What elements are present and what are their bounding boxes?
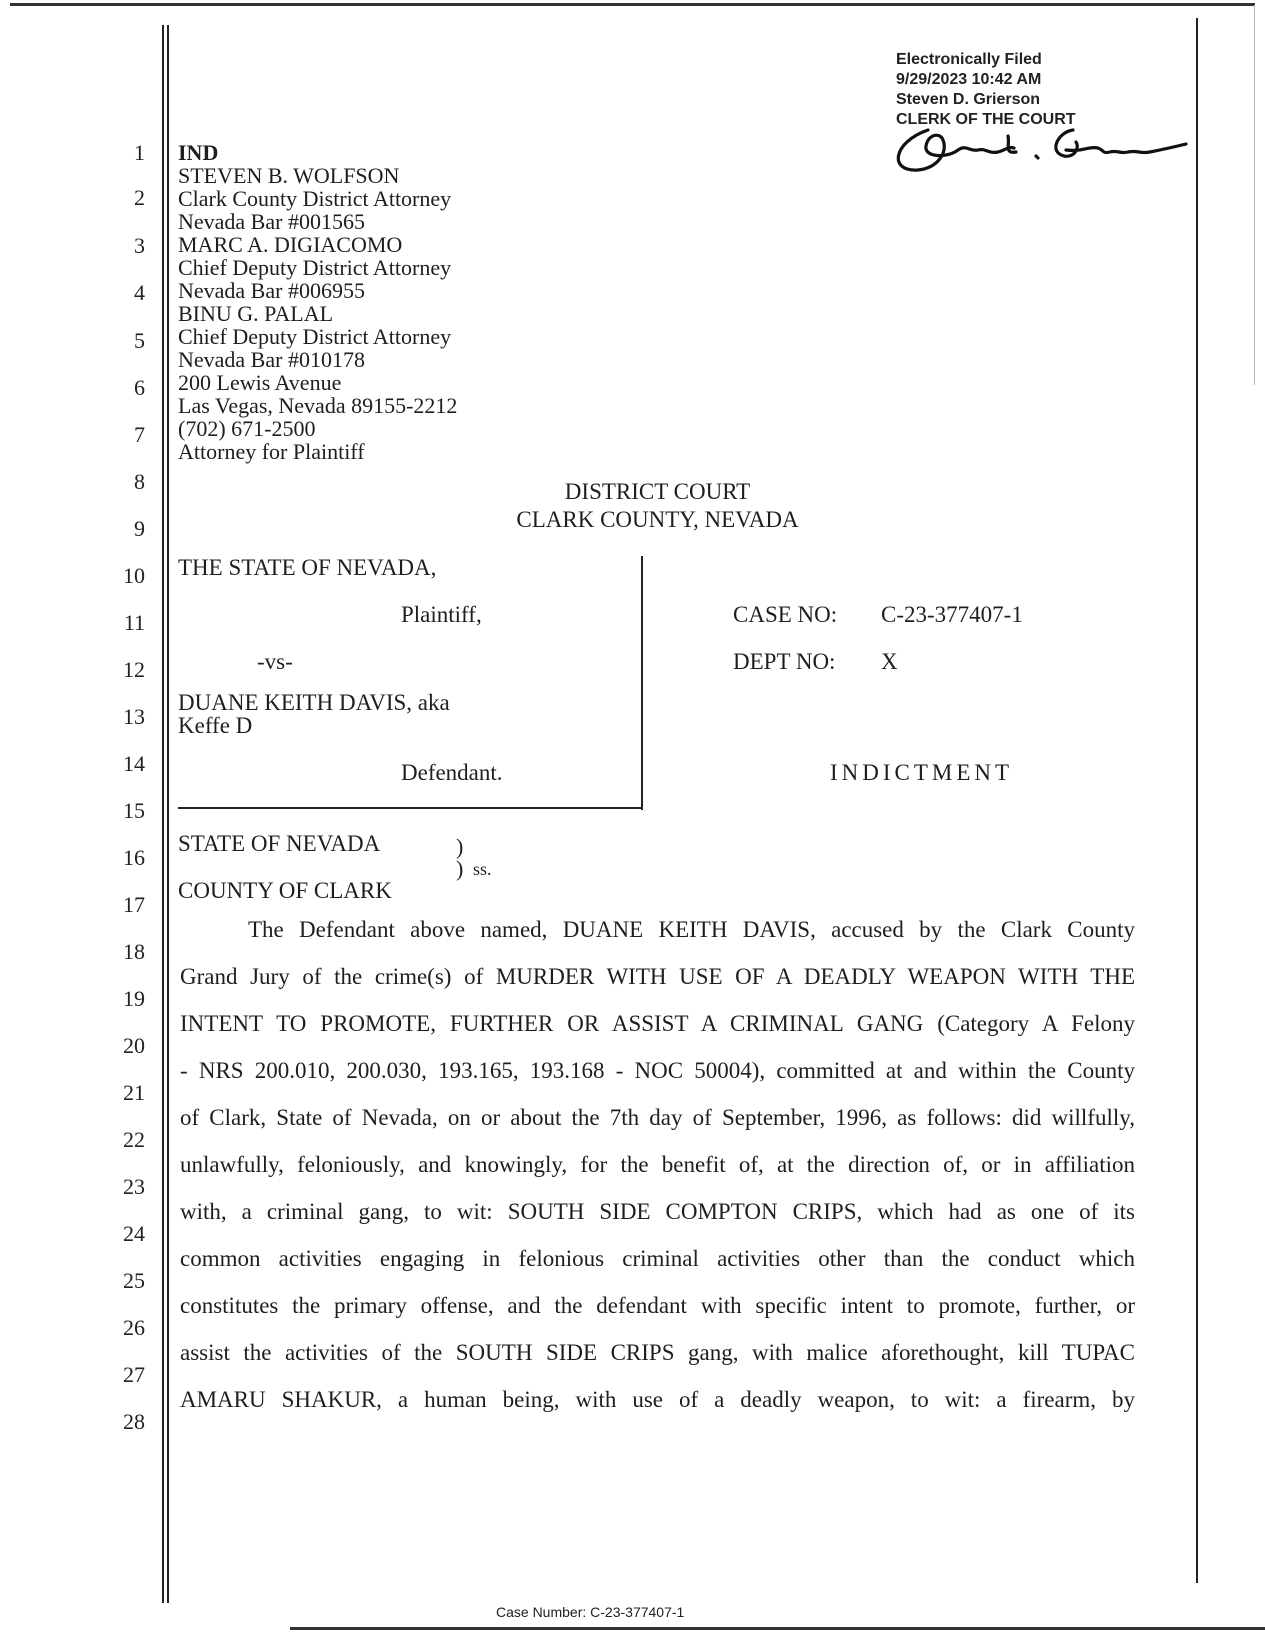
stamp-filed-label: Electronically Filed — [896, 51, 1042, 68]
attorney-line: Nevada Bar #001565 — [178, 209, 365, 234]
body-line: unlawfully, feloniously, and knowingly, for the benefit of, at the direction of, or in affiliation — [180, 1152, 1135, 1177]
defendant-alias: Keffe D — [178, 713, 253, 738]
attorney-line: Nevada Bar #006955 — [178, 278, 365, 303]
body-line: with, a criminal gang, to wit: SOUTH SIDE COMPTON CRIPS, which had as one of its — [180, 1199, 1135, 1224]
left-margin-rule — [162, 25, 164, 1603]
line-number: 18 — [123, 939, 145, 964]
dept-number-value: X — [881, 649, 898, 674]
line-number: 23 — [123, 1174, 145, 1199]
attorney-line: BINU G. PALAL — [178, 301, 334, 326]
body-line: AMARU SHAKUR, a human being, with use of a deadly weapon, to wit: a firearm, by — [180, 1387, 1135, 1412]
body-line: INTENT TO PROMOTE, FURTHER OR ASSIST A CRIMINAL GANG (Category A Felony — [180, 1011, 1135, 1036]
line-number: 11 — [123, 610, 145, 635]
line-number: 22 — [123, 1127, 145, 1152]
line-number: 9 — [134, 516, 145, 541]
line-number: 26 — [123, 1315, 145, 1340]
attorney-line: 200 Lewis Avenue — [178, 370, 342, 395]
defendant-label: Defendant. — [401, 760, 503, 785]
caption-divider-vertical — [641, 556, 643, 810]
venue-state: STATE OF NEVADA — [178, 831, 381, 856]
line-number: 7 — [134, 422, 145, 447]
caption-divider-horizontal — [178, 807, 643, 809]
line-number: 28 — [123, 1409, 145, 1434]
line-number: 20 — [123, 1033, 145, 1058]
defendant-name — [178, 691, 450, 737]
clerk-signature-icon — [888, 112, 1188, 182]
body-line: of Clark, State of Nevada, on or about the 7th day of September, 1996, as follows: did willfully, — [180, 1105, 1135, 1130]
body-line: assist the activities of the SOUTH SIDE CRIPS gang, with malice aforethought, kill TUPAC — [180, 1340, 1135, 1365]
plaintiff-name: THE STATE OF NEVADA, — [178, 555, 437, 580]
line-number: 4 — [134, 280, 145, 305]
body-line: constitutes the primary offense, and the defendant with specific intent to promote, further, or — [180, 1293, 1135, 1318]
line-number: 10 — [123, 563, 145, 588]
line-number: 27 — [123, 1362, 145, 1387]
stamp-clerk-name: Steven D. Grierson — [896, 91, 1041, 108]
attorney-line: Las Vegas, Nevada 89155-2212 — [178, 393, 458, 418]
line-number: 24 — [123, 1221, 145, 1246]
stamp-datetime: 9/29/2023 10:42 AM — [896, 71, 1042, 88]
stamp-clerk-title: CLERK OF THE COURT — [896, 111, 1076, 128]
court-name: DISTRICT COURT — [564, 479, 751, 504]
attorney-block — [178, 141, 457, 463]
line-number: 1 — [134, 140, 145, 165]
body-line: common activities engaging in felonious criminal activities other than the conduct which — [180, 1246, 1135, 1271]
page-top-border — [10, 3, 1255, 6]
body-line: - NRS 200.010, 200.030, 193.165, 193.168 - NOC 50004), committed at and within the County — [180, 1058, 1135, 1083]
line-number: 2 — [134, 185, 145, 210]
line-number: 14 — [123, 751, 145, 776]
plaintiff-label: Plaintiff, — [401, 602, 482, 627]
attorney-line: Nevada Bar #010178 — [178, 347, 365, 372]
line-number: 6 — [134, 375, 145, 400]
page-bottom-border — [290, 1627, 1265, 1630]
line-number: 21 — [123, 1080, 145, 1105]
page-edge — [1254, 5, 1255, 385]
attorney-line: Attorney for Plaintiff — [178, 439, 365, 464]
line-number: 15 — [123, 798, 145, 823]
line-number: 17 — [123, 892, 145, 917]
line-number: 19 — [123, 986, 145, 1011]
footer-case-number: Case Number: C-23-377407-1 — [496, 1604, 685, 1620]
attorney-line: Chief Deputy District Attorney — [178, 255, 452, 280]
line-number: 3 — [134, 233, 145, 258]
body-line: Grand Jury of the crime(s) of MURDER WITH USE OF A DEADLY WEAPON WITH THE — [180, 964, 1135, 989]
attorney-line: MARC A. DIGIACOMO — [178, 232, 403, 257]
line-number: 8 — [134, 469, 145, 494]
left-margin-rule-inner — [167, 25, 169, 1603]
line-number: 16 — [123, 845, 145, 870]
venue-county: COUNTY OF CLARK — [178, 878, 392, 903]
venue-brace: ) ) — [456, 834, 464, 881]
venue-ss: ss. — [473, 859, 492, 879]
court-county: CLARK COUNTY, NEVADA — [516, 507, 799, 532]
case-number-label: CASE NO: — [733, 602, 838, 627]
line-number: 25 — [123, 1268, 145, 1293]
line-number: 5 — [134, 328, 145, 353]
attorney-line: (702) 671-2500 — [178, 416, 316, 441]
line-number: 13 — [123, 704, 145, 729]
dept-number-label: DEPT NO: — [733, 649, 836, 674]
document-code: IND — [178, 140, 219, 165]
versus-label: -vs- — [257, 649, 293, 674]
defendant-full-name: DUANE KEITH DAVIS, aka — [178, 690, 450, 715]
line-number: 12 — [123, 657, 145, 682]
case-number-value: C-23-377407-1 — [881, 602, 1023, 627]
attorney-line: Clark County District Attorney — [178, 186, 452, 211]
document-title: INDICTMENT — [830, 760, 1014, 785]
right-margin-rule — [1196, 18, 1198, 1583]
attorney-line: Chief Deputy District Attorney — [178, 324, 452, 349]
body-line: The Defendant above named, DUANE KEITH DAVIS, accused by the Clark County — [248, 917, 1135, 942]
attorney-line: STEVEN B. WOLFSON — [178, 163, 400, 188]
court-heading — [495, 478, 820, 534]
